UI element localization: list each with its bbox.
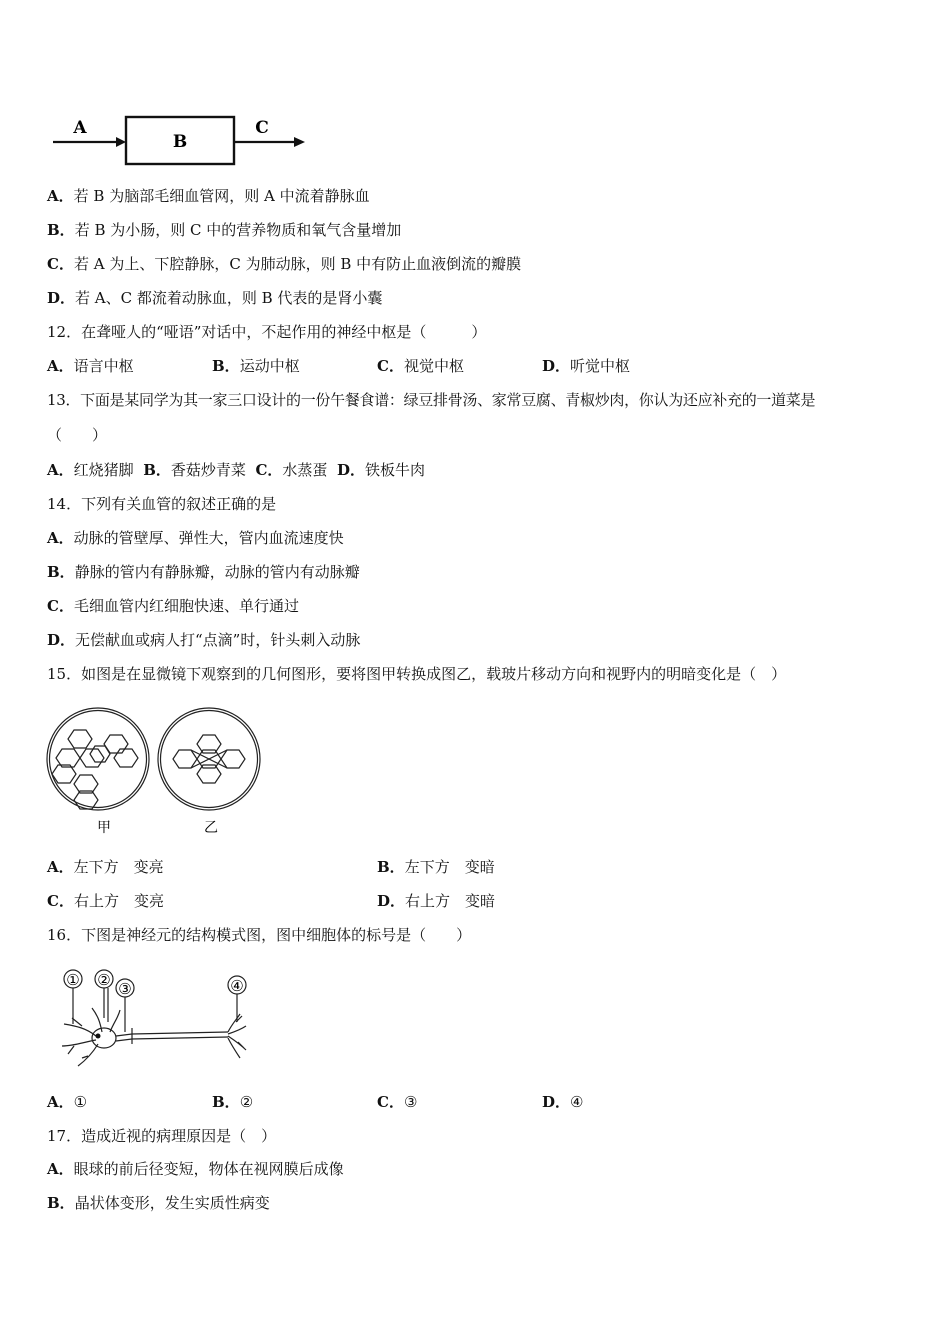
q11-option-c: C．若 A 为上、下腔静脉，C 为肺动脉，则 B 中有防止血液倒流的瓣膜: [47, 255, 522, 273]
q15-option-c: C．右上方 变亮: [47, 892, 164, 910]
abc-label-b: B: [172, 132, 188, 152]
neuron-label-1: ①: [66, 971, 80, 989]
q12-option-b: B．运动中枢: [212, 357, 300, 375]
q11-option-d: D．若 A、C 都流着动脉血，则 B 代表的是肾小囊: [47, 289, 383, 307]
q14-option-b: B．静脉的管内有静脉瓣，动脉的管内有动脉瓣: [47, 563, 360, 581]
q15-stem: 15．如图是在显微镜下观察到的几何图形，要将图甲转换成图乙，载玻片移动方向和视野内的明暗变化是（ ）: [47, 665, 787, 683]
neuron-label-4: ④: [230, 977, 244, 995]
neuron-label-2: ②: [97, 971, 111, 989]
q16-option-c: C．③: [377, 1093, 418, 1111]
q11-option-b: B．若 B 为小肠，则 C 中的营养物质和氧气含量增加: [47, 221, 402, 239]
field-yi: [158, 708, 260, 810]
q16-option-a: A．①: [47, 1093, 88, 1111]
q17-option-a: A．眼球的前后径变短，物体在视网膜后成像: [47, 1160, 344, 1178]
q12-option-d: D．听觉中枢: [542, 357, 631, 375]
q15-option-a: A．左下方 变亮: [47, 858, 164, 876]
q13-options: A．红烧猪脚 B．香菇炒青菜 C．水蒸蛋 D．铁板牛肉: [47, 461, 425, 479]
q12-option-a: A．语言中枢: [47, 357, 134, 375]
q12-option-c: C．视觉中枢: [377, 357, 464, 375]
q15-option-d: D．右上方 变暗: [377, 892, 496, 910]
q16-option-b: B．②: [212, 1093, 254, 1111]
abc-label-c: C: [255, 118, 269, 138]
q16-option-d: D．④: [542, 1093, 584, 1111]
neuron-diagram: [52, 966, 258, 1070]
q14-option-c: C．毛细血管内红细胞快速、单行通过: [47, 597, 299, 615]
microscope-fields-figure: [46, 704, 268, 842]
field-label-yi: 乙: [204, 820, 218, 836]
abc-label-a: A: [73, 118, 87, 138]
q11-option-a: A．若 B 为脑部毛细血管网，则 A 中流着静脉血: [47, 187, 370, 205]
q14-option-d: D．无偿献血或病人打“点滴”时，针头刺入动脉: [47, 631, 361, 649]
q17-option-b: B．晶状体变形，发生实质性病变: [47, 1194, 270, 1212]
field-jia: [47, 708, 149, 810]
q13-stem: 13．下面是某同学为其一家三口设计的一份午餐食谱：绿豆排骨汤、家常豆腐、青椒炒肉，你认为还应补充的一道菜是: [47, 391, 816, 409]
q15-option-b: B．左下方 变暗: [377, 858, 495, 876]
q14-stem: 14．下列有关血管的叙述正确的是: [47, 495, 277, 513]
abc-flow-diagram: [50, 108, 312, 170]
field-label-jia: 甲: [97, 820, 111, 836]
q14-option-a: A．动脉的管壁厚、弹性大，管内血流速度快: [47, 529, 344, 547]
q16-stem: 16．下图是神经元的结构模式图，图中细胞体的标号是（ ）: [47, 926, 472, 944]
q13-stem-cont: （ ）: [47, 426, 108, 444]
neuron-nucleus: [96, 1034, 101, 1039]
q12-stem: 12．在聋哑人的“哑语”对话中，不起作用的神经中枢是（ ）: [47, 323, 487, 341]
neuron-label-3: ③: [118, 980, 132, 998]
q17-stem: 17．造成近视的病理原因是（ ）: [47, 1127, 277, 1145]
